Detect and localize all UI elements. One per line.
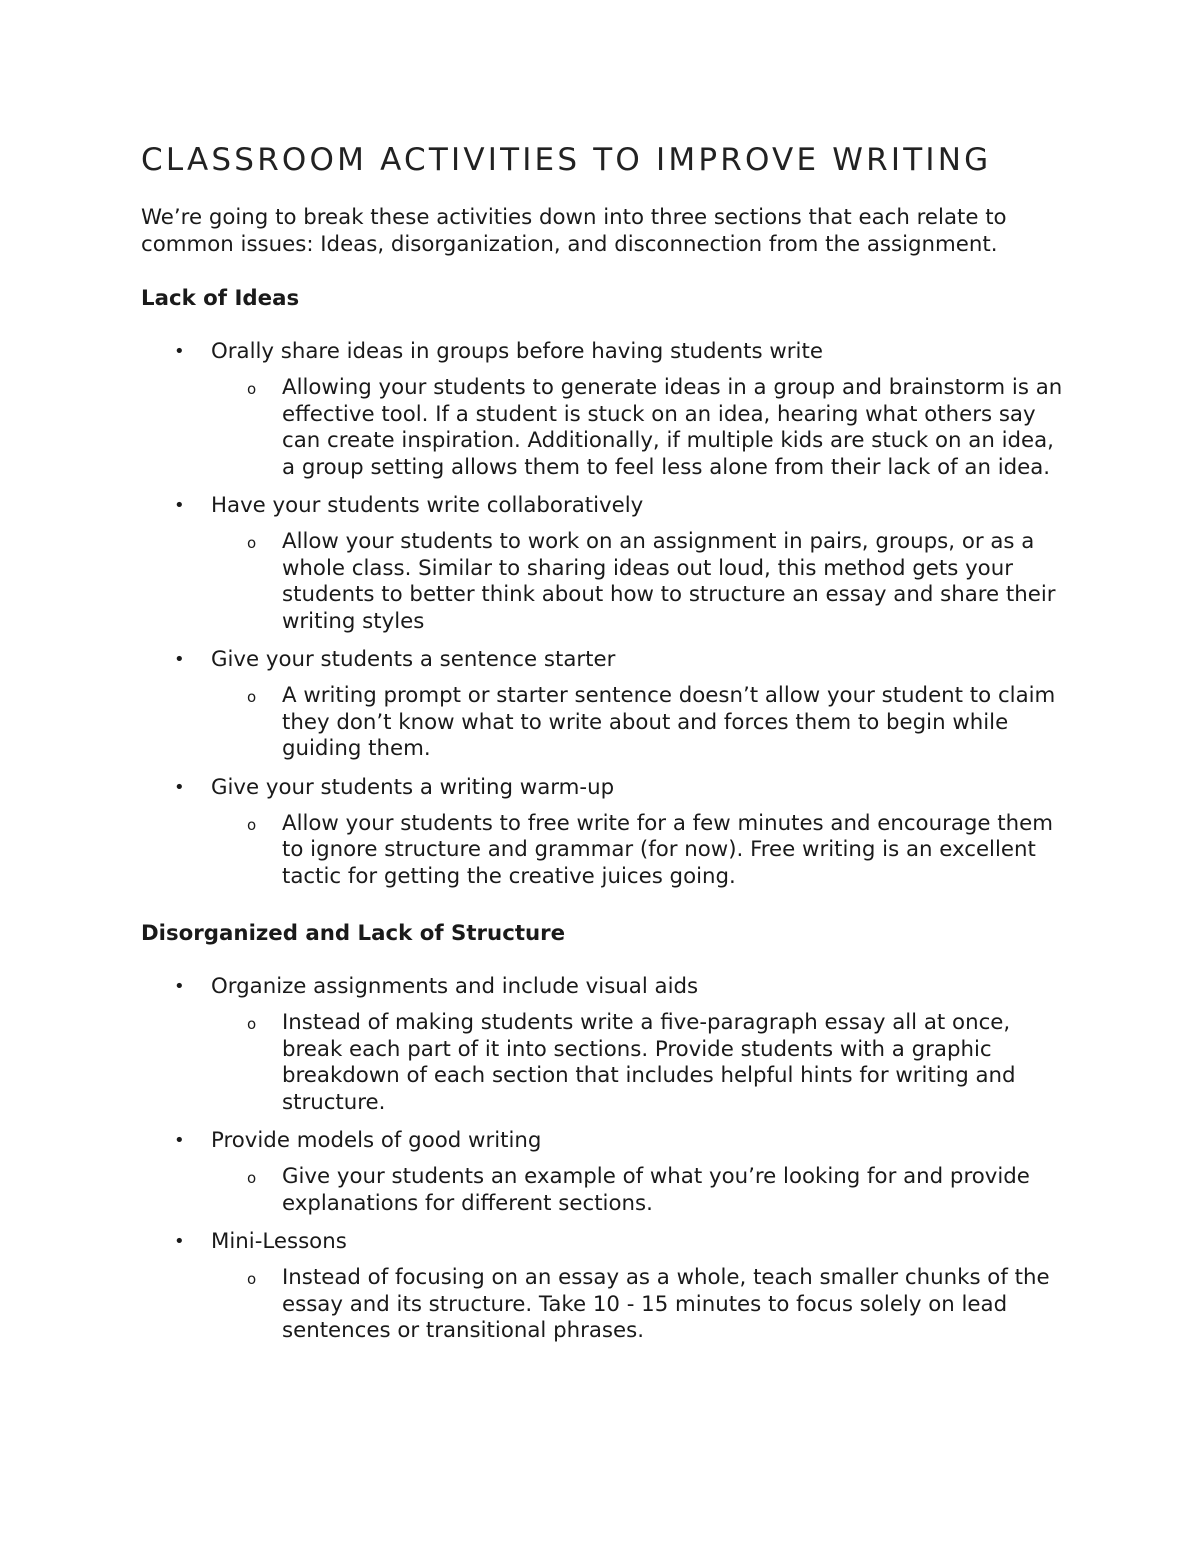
sub-list-item-text: Instead of making students write a five-paragraph essay all at once, break each part of it into sections. Provide students with a graphic breakdown of each section that includes helpful hints for writing and structure. bbox=[282, 1010, 1016, 1115]
sub-list bbox=[211, 529, 1071, 635]
list-item bbox=[141, 973, 1071, 1116]
list-item-text: Provide models of good writing bbox=[211, 1128, 542, 1153]
document-page bbox=[141, 140, 1071, 1356]
sub-list-item-text: Allow your students to free write for a few minutes and encourage them to ignore structure and grammar (for now). Free writing is an excellent tactic for getting the creative juices going. bbox=[282, 810, 1053, 889]
sub-list-item bbox=[211, 1265, 1071, 1345]
sub-bullet-marker: o bbox=[247, 1169, 257, 1187]
list-item-text: Orally share ideas in groups before having students write bbox=[211, 339, 823, 364]
section-disorganized bbox=[141, 920, 1071, 1345]
sub-list-item-text: A writing prompt or starter sentence doesn’t allow your student to claim they don’t know what to write about and forces them to begin while guiding them. bbox=[282, 683, 1056, 761]
sub-bullet-marker: o bbox=[247, 380, 257, 398]
sub-bullet-marker: o bbox=[247, 534, 257, 552]
list-item bbox=[141, 646, 1071, 763]
sub-list-item bbox=[211, 529, 1071, 635]
section-lack-of-ideas bbox=[141, 285, 1071, 890]
list-item bbox=[141, 1127, 1071, 1217]
list-item-text: Mini-Lessons bbox=[211, 1229, 347, 1254]
bullet-marker: • bbox=[174, 976, 185, 997]
sub-list bbox=[211, 811, 1071, 891]
document-title: CLASSROOM ACTIVITIES TO IMPROVE WRITING bbox=[141, 142, 992, 178]
sub-list-item bbox=[211, 1164, 1071, 1217]
sub-list-item bbox=[211, 1010, 1071, 1116]
sub-list bbox=[211, 1265, 1071, 1345]
sub-list bbox=[211, 1164, 1071, 1217]
list-item-text: Have your students write collaboratively bbox=[211, 493, 644, 518]
list-item-text: Organize assignments and include visual aids bbox=[211, 974, 699, 999]
list-item-text: Give your students a sentence starter bbox=[211, 647, 616, 672]
section-heading: Disorganized and Lack of Structure bbox=[141, 921, 566, 946]
sub-bullet-marker: o bbox=[247, 688, 257, 706]
sub-list-item-text: Give your students an example of what you’re looking for and provide explanations for different sections. bbox=[282, 1164, 1030, 1216]
sub-list-item bbox=[211, 683, 1071, 763]
sub-bullet-marker: o bbox=[247, 815, 257, 834]
bullet-marker: • bbox=[174, 649, 185, 670]
sub-bullet-marker: o bbox=[247, 1015, 257, 1033]
sub-list bbox=[211, 375, 1071, 481]
sub-list-item-text: Allow your students to work on an assignment in pairs, groups, or as a whole class. Similar to sharing ideas out loud, this method gets your students to better think about how to structure an essay and share their writing styles bbox=[282, 529, 1056, 634]
list-item bbox=[141, 774, 1071, 891]
bullet-marker: • bbox=[174, 495, 185, 516]
list-item bbox=[141, 1228, 1071, 1345]
sub-list-item bbox=[211, 375, 1071, 481]
intro-paragraph: We’re going to break these activities down into three sections that each relate to common issues: Ideas, disorganization, and disconnection from the assignment. bbox=[141, 205, 1007, 257]
bullet-list bbox=[141, 973, 1071, 1345]
section-heading: Lack of Ideas bbox=[141, 286, 300, 311]
sub-bullet-marker: o bbox=[247, 1270, 257, 1288]
list-item bbox=[141, 492, 1071, 635]
sub-list bbox=[211, 1010, 1071, 1116]
list-item-text: Give your students a writing warm-up bbox=[211, 774, 615, 800]
bullet-marker: • bbox=[174, 1231, 185, 1252]
sub-list-item bbox=[211, 811, 1071, 891]
bullet-marker: • bbox=[174, 341, 185, 362]
bullet-list bbox=[141, 338, 1071, 890]
sub-list-item-text: Instead of focusing on an essay as a whole, teach smaller chunks of the essay and its structure. Take 10 - 15 minutes to focus solely on lead sentences or transitional phrases. bbox=[282, 1265, 1050, 1343]
list-item bbox=[141, 338, 1071, 481]
bullet-marker: • bbox=[174, 1130, 185, 1151]
sub-list-item-text: Allowing your students to generate ideas in a group and brainstorm is an effective tool. If a student is stuck on an idea, hearing what others say can create inspiration. Additionally, if multiple kids are stuck on an idea, a group setting allows them to feel less alone from their lack of an idea. bbox=[282, 375, 1063, 480]
sub-list bbox=[211, 683, 1071, 763]
bullet-marker: • bbox=[174, 776, 185, 798]
